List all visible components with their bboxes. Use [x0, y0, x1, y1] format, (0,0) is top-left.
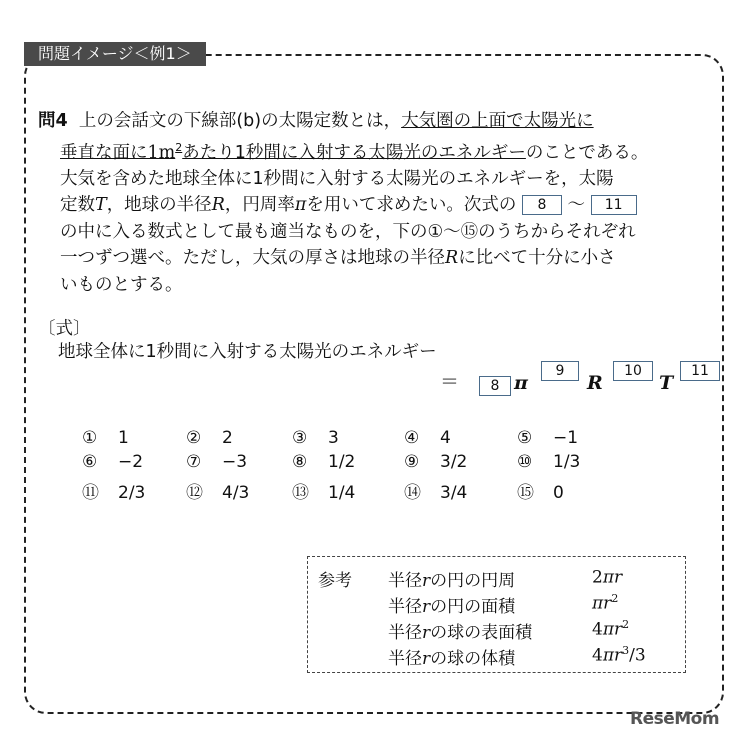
reference-label — [388, 618, 532, 643]
question-text-segment: のことである。 — [525, 142, 649, 163]
option-number: ⑧ — [292, 452, 308, 472]
formula-description: 地球全体に1秒間に入射する太陽光のエネルギー — [58, 342, 437, 362]
var-r: r — [422, 571, 431, 591]
formula-label: 〔式〕 — [38, 319, 91, 339]
equals-sign: ＝ — [440, 371, 460, 393]
option-value: 2/3 — [118, 483, 146, 503]
reference-label — [388, 644, 515, 669]
option-item — [82, 428, 129, 448]
reference-formula — [592, 566, 622, 588]
option-number: ② — [186, 428, 202, 448]
option-value: 1 — [118, 428, 129, 448]
option-value: 4/3 — [222, 483, 250, 503]
option-item — [404, 428, 451, 448]
question-text — [38, 108, 718, 298]
question-text-segment: ，円周率 — [224, 195, 295, 216]
question-line-7: いものとする。 — [60, 274, 183, 295]
option-item — [186, 478, 249, 503]
question-text-segment: 上の会話文の下線部 — [78, 111, 237, 131]
option-value: 4 — [440, 428, 451, 448]
reference-text: の球の表面積 — [430, 623, 533, 643]
reference-title: 参考 — [318, 571, 352, 591]
underlined-definition: あたり1秒間に入射する太陽光のエネルギー — [182, 142, 526, 163]
underlined-definition: 垂直な面に — [60, 142, 148, 163]
formula-box-8: 8 — [479, 376, 511, 396]
option-item — [292, 428, 339, 448]
option-value: −1 — [553, 428, 579, 448]
option-value: 1/4 — [328, 483, 356, 503]
option-number: ① — [82, 428, 98, 448]
option-number: ④ — [404, 428, 420, 448]
range-tilde: 〜 — [567, 195, 586, 216]
question-text-segment: ，地球の半径 — [106, 195, 212, 216]
option-number: ⑥ — [82, 452, 98, 472]
reference-formula — [592, 644, 646, 666]
resemom-logo: ReseMom — [630, 709, 720, 729]
question-line-2 — [38, 135, 718, 166]
option-item — [186, 452, 247, 472]
option-value: 3/2 — [440, 452, 468, 472]
option-value: 1/2 — [328, 452, 356, 472]
unit-area: 1m — [147, 142, 176, 163]
formula-box-11: 11 — [680, 361, 720, 381]
option-item — [517, 478, 564, 503]
formula-coef: 2 — [592, 567, 603, 588]
option-item — [292, 478, 355, 503]
option-value: −2 — [118, 452, 144, 472]
formula-box-9: 9 — [541, 361, 579, 381]
formula-pi-r: πr — [592, 593, 612, 614]
reference-text: の円の面積 — [430, 597, 516, 617]
reference-formula — [592, 618, 629, 640]
question-line-3: 大気を含めた地球全体に1秒間に入射する太陽光のエネルギーを，太陽 — [60, 168, 614, 189]
var-T: T — [95, 195, 107, 216]
reference-text: 半径 — [388, 623, 422, 643]
question-line-5: の中に入る数式として最も適当なものを，下の①〜⑮のうちからそれぞれ — [60, 221, 636, 242]
option-number: ⑪ — [82, 483, 99, 503]
reference-label — [388, 592, 515, 617]
option-value: 1/3 — [553, 452, 581, 472]
var-R: R — [445, 248, 459, 269]
option-item — [82, 478, 145, 503]
formula-pi-r: πr — [602, 567, 623, 588]
question-text-segment: の太陽定数とは， — [261, 111, 402, 131]
formula-pi-r: πr — [602, 619, 623, 640]
question-line-1 — [38, 108, 718, 135]
example-tab-label: 問題イメージ＜例1＞ — [24, 42, 206, 66]
answer-box-8: 8 — [522, 195, 562, 215]
var-r: r — [422, 623, 431, 643]
reference-text: の球の体積 — [430, 649, 516, 669]
option-value: 2 — [222, 428, 233, 448]
option-value: 0 — [553, 483, 564, 503]
option-item — [404, 478, 467, 503]
option-number: ⑫ — [186, 483, 203, 503]
var-pi: π — [294, 195, 307, 216]
formula-tail: /3 — [629, 645, 646, 666]
option-value: 3 — [328, 428, 339, 448]
formula-exponent: 2 — [611, 592, 619, 605]
formula-box-10: 10 — [613, 361, 653, 381]
reference-text: 半径 — [388, 571, 422, 591]
option-item — [517, 428, 578, 448]
option-number: ⑨ — [404, 452, 420, 472]
option-item — [82, 452, 143, 472]
formula-exponent: 3 — [622, 644, 630, 657]
var-R: R — [211, 195, 225, 216]
formula-coef: 4 — [592, 619, 603, 640]
formula-T: T — [659, 372, 674, 394]
reference-text: 半径 — [388, 649, 422, 669]
var-r: r — [422, 649, 431, 669]
option-value: 3/4 — [440, 483, 468, 503]
question-text-segment: に比べて十分に小さ — [458, 248, 616, 269]
question-text-segment: 定数 — [60, 195, 95, 216]
reference-text: の円の円周 — [430, 571, 516, 591]
option-number: ⑮ — [517, 483, 534, 503]
question-number: 問4 — [38, 111, 68, 131]
option-number: ③ — [292, 428, 308, 448]
formula-exponent: 2 — [622, 618, 630, 631]
option-number: ⑤ — [517, 428, 533, 448]
answer-box-11: 11 — [591, 195, 637, 215]
option-item — [292, 452, 355, 472]
formula-coef: 4 — [592, 645, 603, 666]
option-item — [404, 452, 467, 472]
formula-R: R — [587, 372, 603, 394]
underlined-definition: 大気圏の上面で太陽光に — [401, 111, 594, 131]
underline-marker: (b) — [236, 111, 262, 131]
option-number: ⑦ — [186, 452, 202, 472]
unit-exponent: 2 — [175, 140, 183, 154]
question-text-segment: を用いて求めたい。次式の — [306, 195, 517, 216]
option-value: −3 — [222, 452, 248, 472]
option-number: ⑭ — [404, 483, 421, 503]
formula-pi-r: πr — [602, 645, 623, 666]
var-r: r — [422, 597, 431, 617]
reference-text: 半径 — [388, 597, 422, 617]
reference-label — [388, 566, 515, 591]
question-line-6 — [38, 245, 718, 272]
question-text-segment: 一つずつ選べ。ただし，大気の厚さは地球の半径 — [60, 248, 445, 269]
option-item — [186, 428, 233, 448]
formula-pi: π — [514, 372, 528, 394]
reference-formula — [592, 592, 618, 614]
option-item — [517, 452, 580, 472]
question-line-4 — [38, 192, 718, 219]
option-number: ⑬ — [292, 483, 309, 503]
option-number: ⑩ — [517, 452, 533, 472]
